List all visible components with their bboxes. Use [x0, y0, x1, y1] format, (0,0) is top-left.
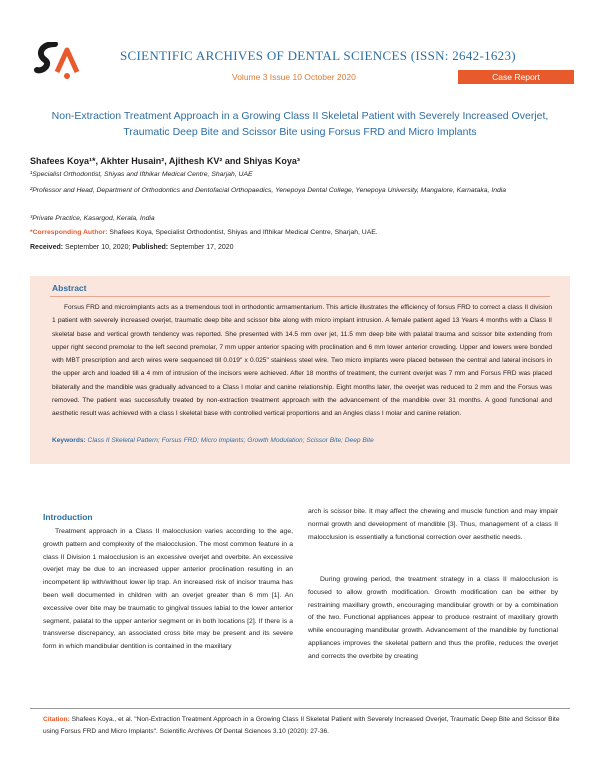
received-date: September 10, 2020;: [63, 244, 131, 251]
intro-paragraph-right-2: During growing period, the treatment strategy in a class II malocclusion is focused to allow growth modification. Growth modification can be either by restraining maxillary growth, encouraging mandibular growth or by a combination of the two. Functional appliances appear to produce restraint of maxillary growth while encouraging mandibular growth. Advancement of the mandible by functional appliances improves the skeletal pattern and thus the profile, reduces the overjet and corrects the overbite by creating: [308, 576, 558, 660]
published-label: Published:: [132, 244, 169, 251]
sads-logo-icon: [33, 42, 81, 82]
abstract-heading: Abstract: [52, 283, 87, 293]
volume-issue: Volume 3 Issue 10 October 2020: [232, 72, 356, 82]
intro-paragraph-left: Treatment approach in a Class II malocclusion varies according to the age, growth pattern and complexity of the malocclusion. The most common feature in a class II Division 1 malocclusion is an excessive overjet and overbite. An excessive overjet may be due to an increased upper anterior proclination resulting in an incompetent lip with/without lower lip trap. An increased risk of incisor trauma has been well documented in children with an overjet greater than 6 mm [1]. An excessive over bite may be traumatic to gingival tissues labial to the lower anterior segment, palatal to the upper anterior segment or in both locations [2]. If there is a transverse discrepancy, an associated cross bite may be present and its severe form in which mandibular dentition is contained in the maxillary: [43, 528, 293, 651]
corresponding-label: *Corresponding Author:: [30, 229, 108, 236]
footer-divider: [30, 708, 570, 709]
corresponding-author: [30, 229, 570, 236]
corresponding-text: Shafees Koya, Specialist Orthodontist, Shiyas and Ifthikar Medical Centre, Sharjah, UAE.: [107, 229, 378, 236]
keywords-label: Keywords:: [52, 437, 86, 444]
published-date: September 17, 2020: [168, 244, 234, 251]
citation-text: Shafees Koya., et al. "Non-Extraction Treatment Approach in a Growing Class II Skeletal Patient with Severely Increased Overjet, Traumatic Deep Bite and Scissor Bite using Forsus FRD and Micro Implants". Scientific Archives Of Dental Sciences 3.10 (2020): 27-36.: [43, 716, 560, 736]
received-label: Received:: [30, 244, 64, 251]
journal-title: SCIENTIFIC ARCHIVES OF DENTAL SCIENCES (ISSN: 2642-1623): [120, 48, 516, 63]
article-type-badge: Case Report: [458, 70, 574, 84]
keywords-list: Class II Skeletal Pattern; Forsus FRD; Micro Implants; Growth Modulation; Scissor Bite; Deep Bite: [85, 437, 374, 444]
keywords: [52, 435, 552, 447]
affiliation-1: ¹Specialist Orthodontist, Shiyas and Ifthikar Medical Centre, Sharjah, UAE: [30, 171, 253, 178]
abstract-divider: [50, 296, 550, 297]
citation: [43, 714, 563, 738]
introduction-heading: Introduction: [43, 512, 93, 522]
intro-paragraph-right-1: arch is scissor bite. It may affect the chewing and muscle function and may impair normal growth and development of mandible [3]. Thus, management of a class II malocclusion is essentially a functional correction over aesthetic needs.: [308, 508, 558, 541]
affiliation-2: ²Professor and Head, Department of Orthodontics and Dentofacial Orthopaedics, Yenepoya Dental College, Yenepoya University, Mangalore, Karnataka, India: [30, 187, 507, 194]
article-title: Non-Extraction Treatment Approach in a Growing Class II Skeletal Patient with Severely Increased Overjet, Traumatic Deep Bite and Scissor Bite using Forsus FRD and Micro Implants: [51, 110, 549, 138]
citation-label: Citation:: [43, 716, 70, 723]
affiliation-3: ³Private Practice, Kasargod, Kerala, India: [30, 215, 155, 222]
abstract-text: Forsus FRD and microimplants acts as a tremendous tool in orthodontic armamentarium. This article illustrates the efficiency of forsus FRD to correct a class II division 1 patient with severely increased overjet, traumatic deep bite and scissor bite along with micro implant intrusion. A female patient aged 13 Years 4 months with a Class II skeletal base and vertical growth tendency was reported. She presented with 14.5 mm over jet, 11.5 mm deep bite with palatal trauma and scissor bite extending from upper right second premolar to the left second premolar, 7 mm upper anterior spacing with proclination and 6 mm lower anterior crowding. Upper and lowers were bonded with MBT prescription and arch wires were sequenced till 0.019" x 0.025" stainless steel wire. Two micro implants were placed between the central and lateral incisors in the upper arch and loaded till a 4 mm of intrusion of the incisors were achieved. After 18 months of treatment, the current overjet was 7 mm and Forsus FRD was placed bilaterally and the mandible was gradually advanced to a Class I molar and canine relationship. Eight months later, the overjet was reduced to 2 mm and the Forsus was removed. The patient was successfully treated by non-extraction treatment approach with the advancement of the mandible over 31 months. A good functional and aesthetic result was achieved with a class I skeletal base with controlled vertical proportions and an Angles class I molar and canine relation.: [52, 304, 552, 418]
author-list: Shafees Koya¹*, Akhter Husain², Ajithesh KV² and Shiyas Koya³: [30, 156, 300, 166]
article-dates: [30, 244, 234, 251]
